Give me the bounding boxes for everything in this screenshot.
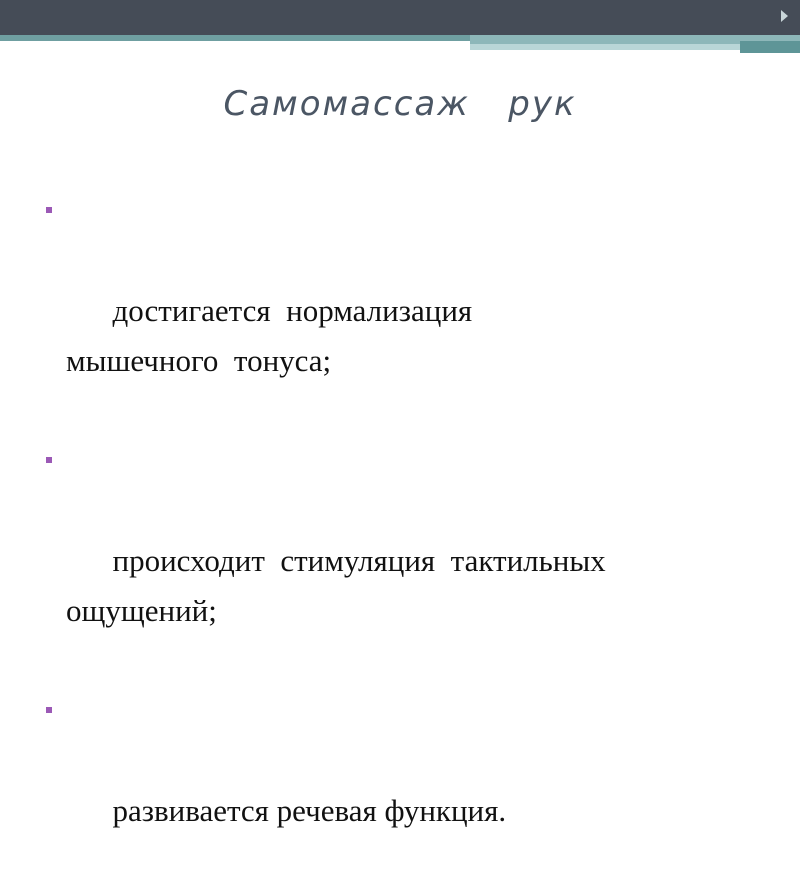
bullet-text: развивается речевая функция. [112, 793, 507, 828]
header-bar [0, 0, 800, 35]
bullet-item [46, 686, 786, 886]
bullet-square-icon [46, 207, 52, 213]
slide-title: Самомассаж рук [223, 84, 577, 124]
bullet-item [46, 186, 786, 436]
bullet-square-icon [46, 457, 52, 463]
bullet-text: происходит стимуляция тактильных ощущений; [66, 543, 606, 628]
header-accent-block [740, 41, 800, 53]
bullet-square-icon [46, 707, 52, 713]
bullet-list [46, 186, 786, 886]
corner-arrow-icon [781, 10, 788, 22]
bullet-text: достигается нормализация мышечного тонуса; [66, 293, 473, 378]
bullet-item [46, 436, 786, 686]
